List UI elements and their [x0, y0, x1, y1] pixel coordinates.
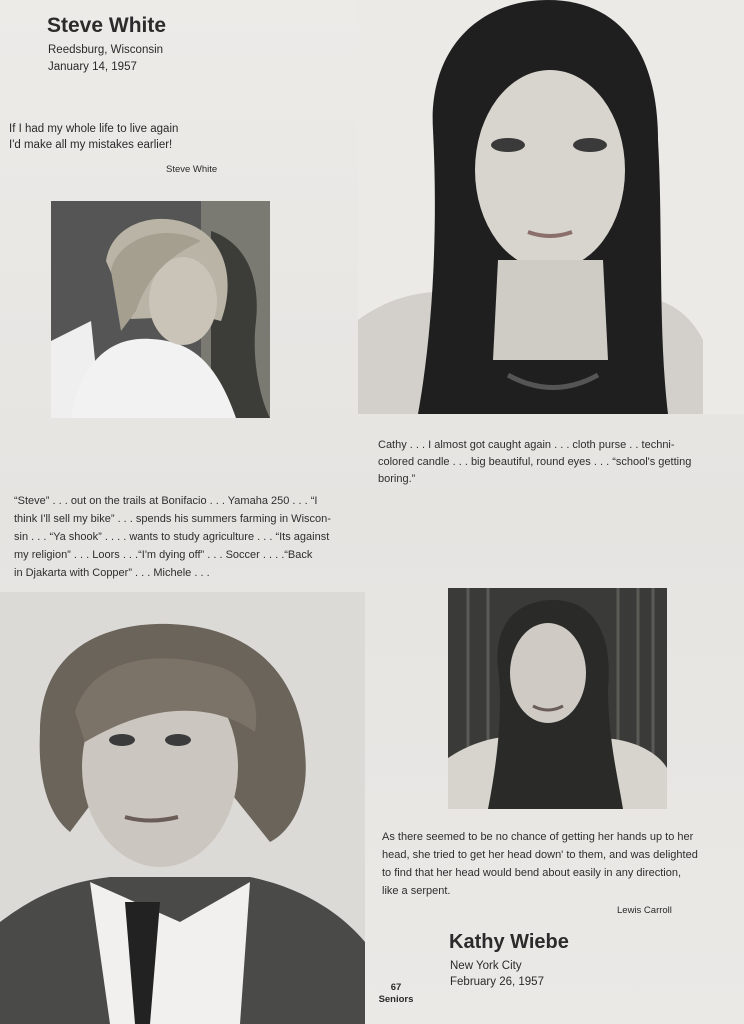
page-folio	[372, 982, 420, 1006]
kathy-portrait-photo	[358, 0, 744, 414]
section-label: Seniors	[378, 994, 414, 1005]
steve-quote-line-2: I'd make all my mistakes earlier!	[9, 139, 173, 151]
steve-name: Steve White	[47, 14, 167, 37]
kathy-candid-photo	[448, 588, 667, 809]
steve-bio-line-4: my religion” . . . Loors . . .“I'm dying off” . . . Soccer . . . .“Back	[14, 549, 313, 561]
steve-quote-line-1: If I had my whole life to live again	[9, 123, 179, 135]
steve-bio-line-2: think I'll sell my bike” . . . spends his summers farming in Wiscon-	[14, 513, 331, 525]
steve-quote-attribution: Steve White	[166, 164, 218, 175]
steve-bio-line-3: sin . . . “Ya shook” . . . . wants to study agriculture . . . “Its against	[14, 531, 330, 543]
kathy-quote-line-4: like a serpent.	[382, 885, 451, 897]
kathy-quote-line-2: head, she tried to get her head down' to them, and was delighted	[382, 849, 698, 861]
kathy-bio-line-3: boring.”	[378, 473, 416, 485]
steve-birthdate: January 14, 1957	[48, 61, 137, 73]
kathy-bio-line-2: colored candle . . . big beautiful, round eyes . . . “school's getting	[378, 456, 692, 468]
steve-portrait-photo	[0, 592, 365, 1024]
page-number: 67	[390, 982, 402, 993]
kathy-quote-line-3: to find that her head would bend about easily in any direction,	[382, 867, 682, 879]
kathy-hometown: New York City	[450, 960, 522, 972]
kathy-name: Kathy Wiebe	[449, 931, 569, 953]
steve-bio-line-5: in Djakarta with Copper” . . . Michele . . .	[14, 567, 210, 579]
kathy-birthdate: February 26, 1957	[450, 976, 544, 988]
kathy-quote-line-1: As there seemed to be no chance of getting her hands up to her	[382, 831, 694, 843]
steve-hometown: Reedsburg, Wisconsin	[48, 44, 164, 56]
steve-candid-photo	[51, 201, 270, 418]
kathy-bio-line-1: Cathy . . . I almost got caught again . . . cloth purse . . techni-	[378, 439, 675, 451]
steve-bio-line-1: “Steve” . . . out on the trails at Bonifacio . . . Yamaha 250 . . . “I	[14, 495, 318, 507]
kathy-quote-attribution: Lewis Carroll	[617, 905, 672, 916]
